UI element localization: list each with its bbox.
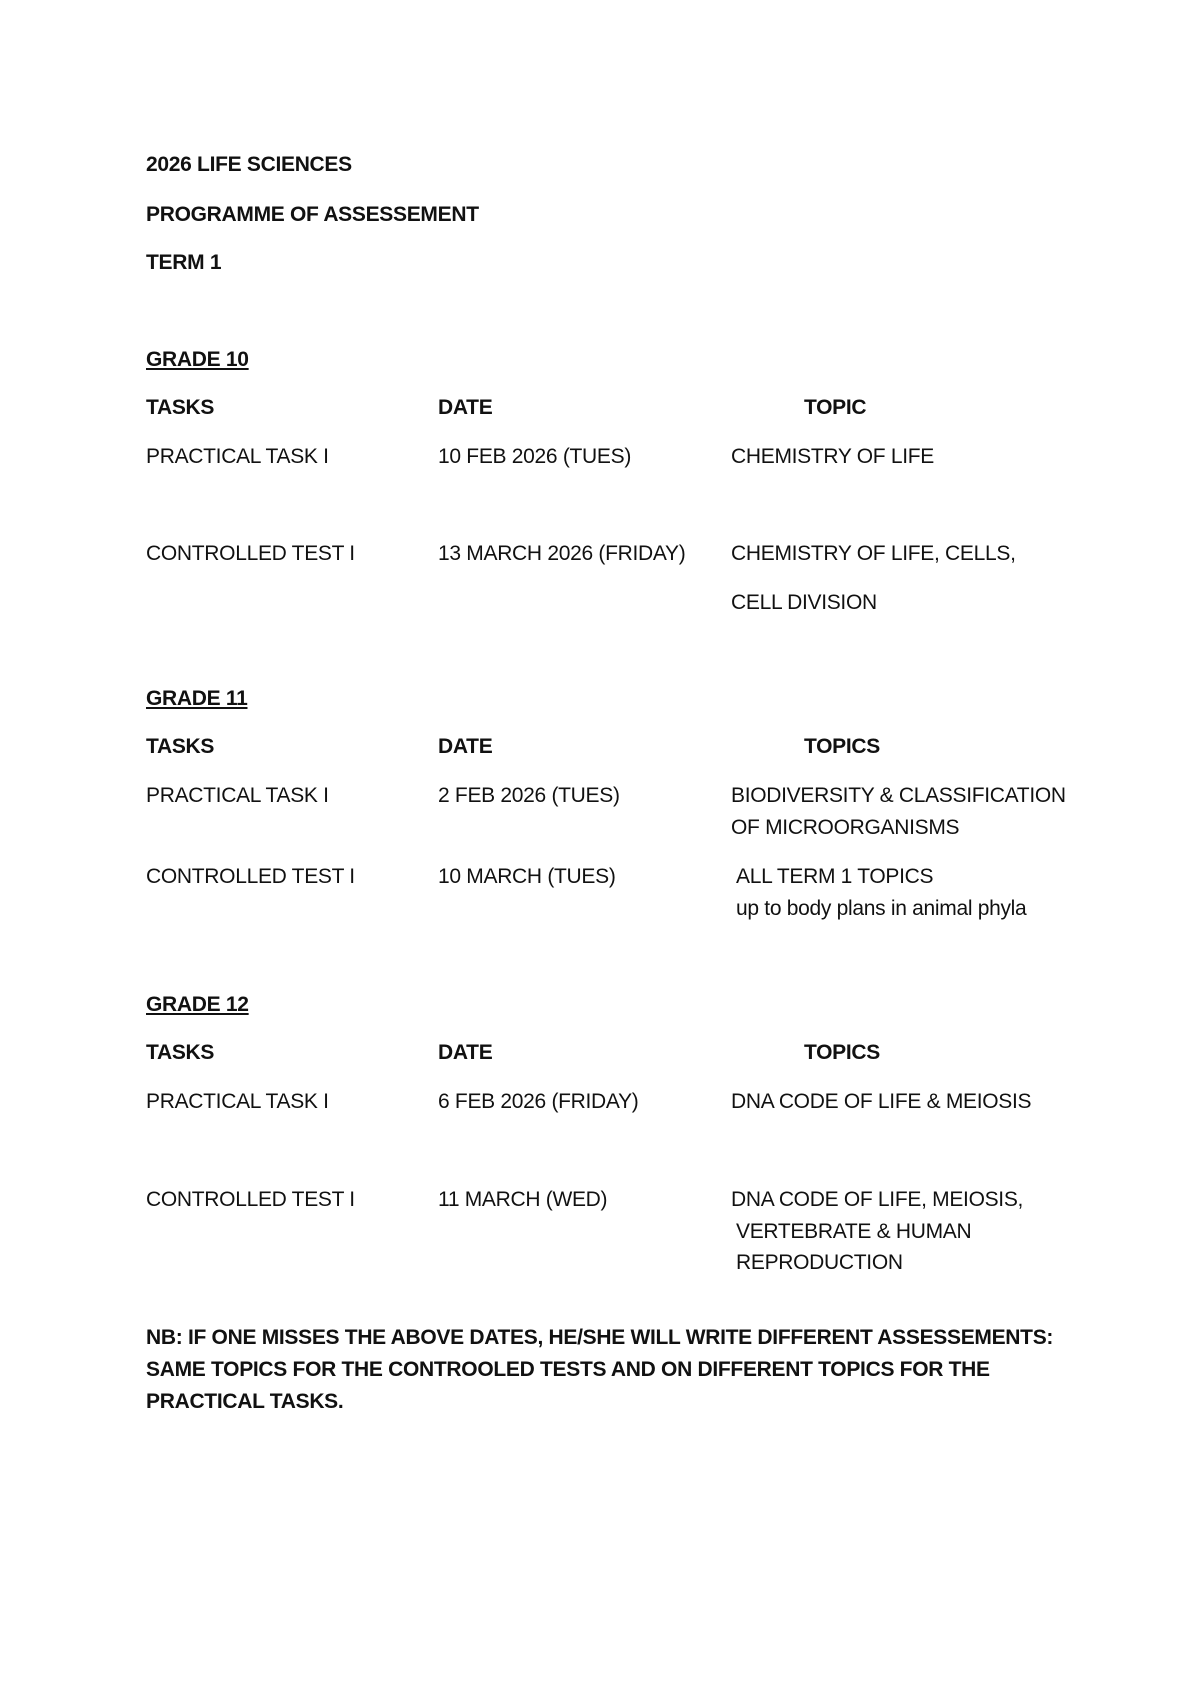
grade-11-col-topics: TOPICS (804, 735, 880, 758)
grade-11-row-1-topic-line-1: BIODIVERSITY & CLASSIFICATION (731, 784, 1066, 807)
grade-10-col-tasks: TASKS (146, 396, 215, 419)
grade-10-row-1-task: PRACTICAL TASK I (146, 445, 329, 468)
grade-10-row-2-date: 13 MARCH 2026 (FRIDAY) (438, 542, 686, 565)
document-title: 2026 LIFE SCIENCES (146, 153, 352, 176)
grade-10-row-1-date: 10 FEB 2026 (TUES) (438, 445, 632, 468)
grade-12-heading: GRADE 12 (146, 993, 249, 1016)
grade-12-row-2-date: 11 MARCH (WED) (438, 1188, 608, 1211)
grade-11-row-1-date: 2 FEB 2026 (TUES) (438, 784, 620, 807)
grade-10-row-2-task: CONTROLLED TEST I (146, 542, 355, 565)
grade-10-col-topic: TOPIC (804, 396, 867, 419)
grade-11-row-2-topic-line-2: up to body plans in animal phyla (736, 897, 1027, 920)
grade-11-row-2-topic-line-1: ALL TERM 1 TOPICS (736, 865, 934, 888)
grade-12-row-2-task: CONTROLLED TEST I (146, 1188, 355, 1211)
grade-12-row-1-topic: DNA CODE OF LIFE & MEIOSIS (731, 1090, 1032, 1113)
grade-12-col-date: DATE (438, 1041, 493, 1064)
grade-12-row-2-topic-line-2: VERTEBRATE & HUMAN (736, 1220, 972, 1243)
grade-12-row-2-topic-line-3: REPRODUCTION (736, 1251, 903, 1274)
term-label: TERM 1 (146, 251, 222, 274)
grade-10-col-date: DATE (438, 396, 493, 419)
grade-11-row-2-task: CONTROLLED TEST I (146, 865, 355, 888)
grade-11-heading: GRADE 11 (146, 687, 248, 710)
document-subtitle: PROGRAMME OF ASSESSEMENT (146, 203, 479, 226)
grade-12-col-tasks: TASKS (146, 1041, 215, 1064)
grade-11-row-1-topic-line-2: OF MICROORGANISMS (731, 816, 960, 839)
grade-10-row-2-topic-line-1: CHEMISTRY OF LIFE, CELLS, (731, 542, 1016, 565)
grade-11-col-date: DATE (438, 735, 493, 758)
grade-10-row-1-topic: CHEMISTRY OF LIFE (731, 445, 934, 468)
grade-12-row-1-task: PRACTICAL TASK I (146, 1090, 329, 1113)
grade-12-col-topics: TOPICS (804, 1041, 880, 1064)
grade-12-row-1-date: 6 FEB 2026 (FRIDAY) (438, 1090, 639, 1113)
grade-11-row-2-date: 10 MARCH (TUES) (438, 865, 616, 888)
grade-10-heading: GRADE 10 (146, 348, 249, 371)
grade-11-col-tasks: TASKS (146, 735, 215, 758)
grade-12-row-2-topic-line-1: DNA CODE OF LIFE, MEIOSIS, (731, 1188, 1024, 1211)
grade-11-row-1-task: PRACTICAL TASK I (146, 784, 329, 807)
assessment-note: NB: IF ONE MISSES THE ABOVE DATES, HE/SHE WILL WRITE DIFFERENT ASSESSEMENTS: SAME TOPICS FOR THE CONTROOLED TESTS AND ON DIFFERENT TOPICS FOR THE PRACTICAL TASKS. (146, 1326, 1054, 1413)
grade-10-row-2-topic-line-2: CELL DIVISION (731, 591, 877, 614)
